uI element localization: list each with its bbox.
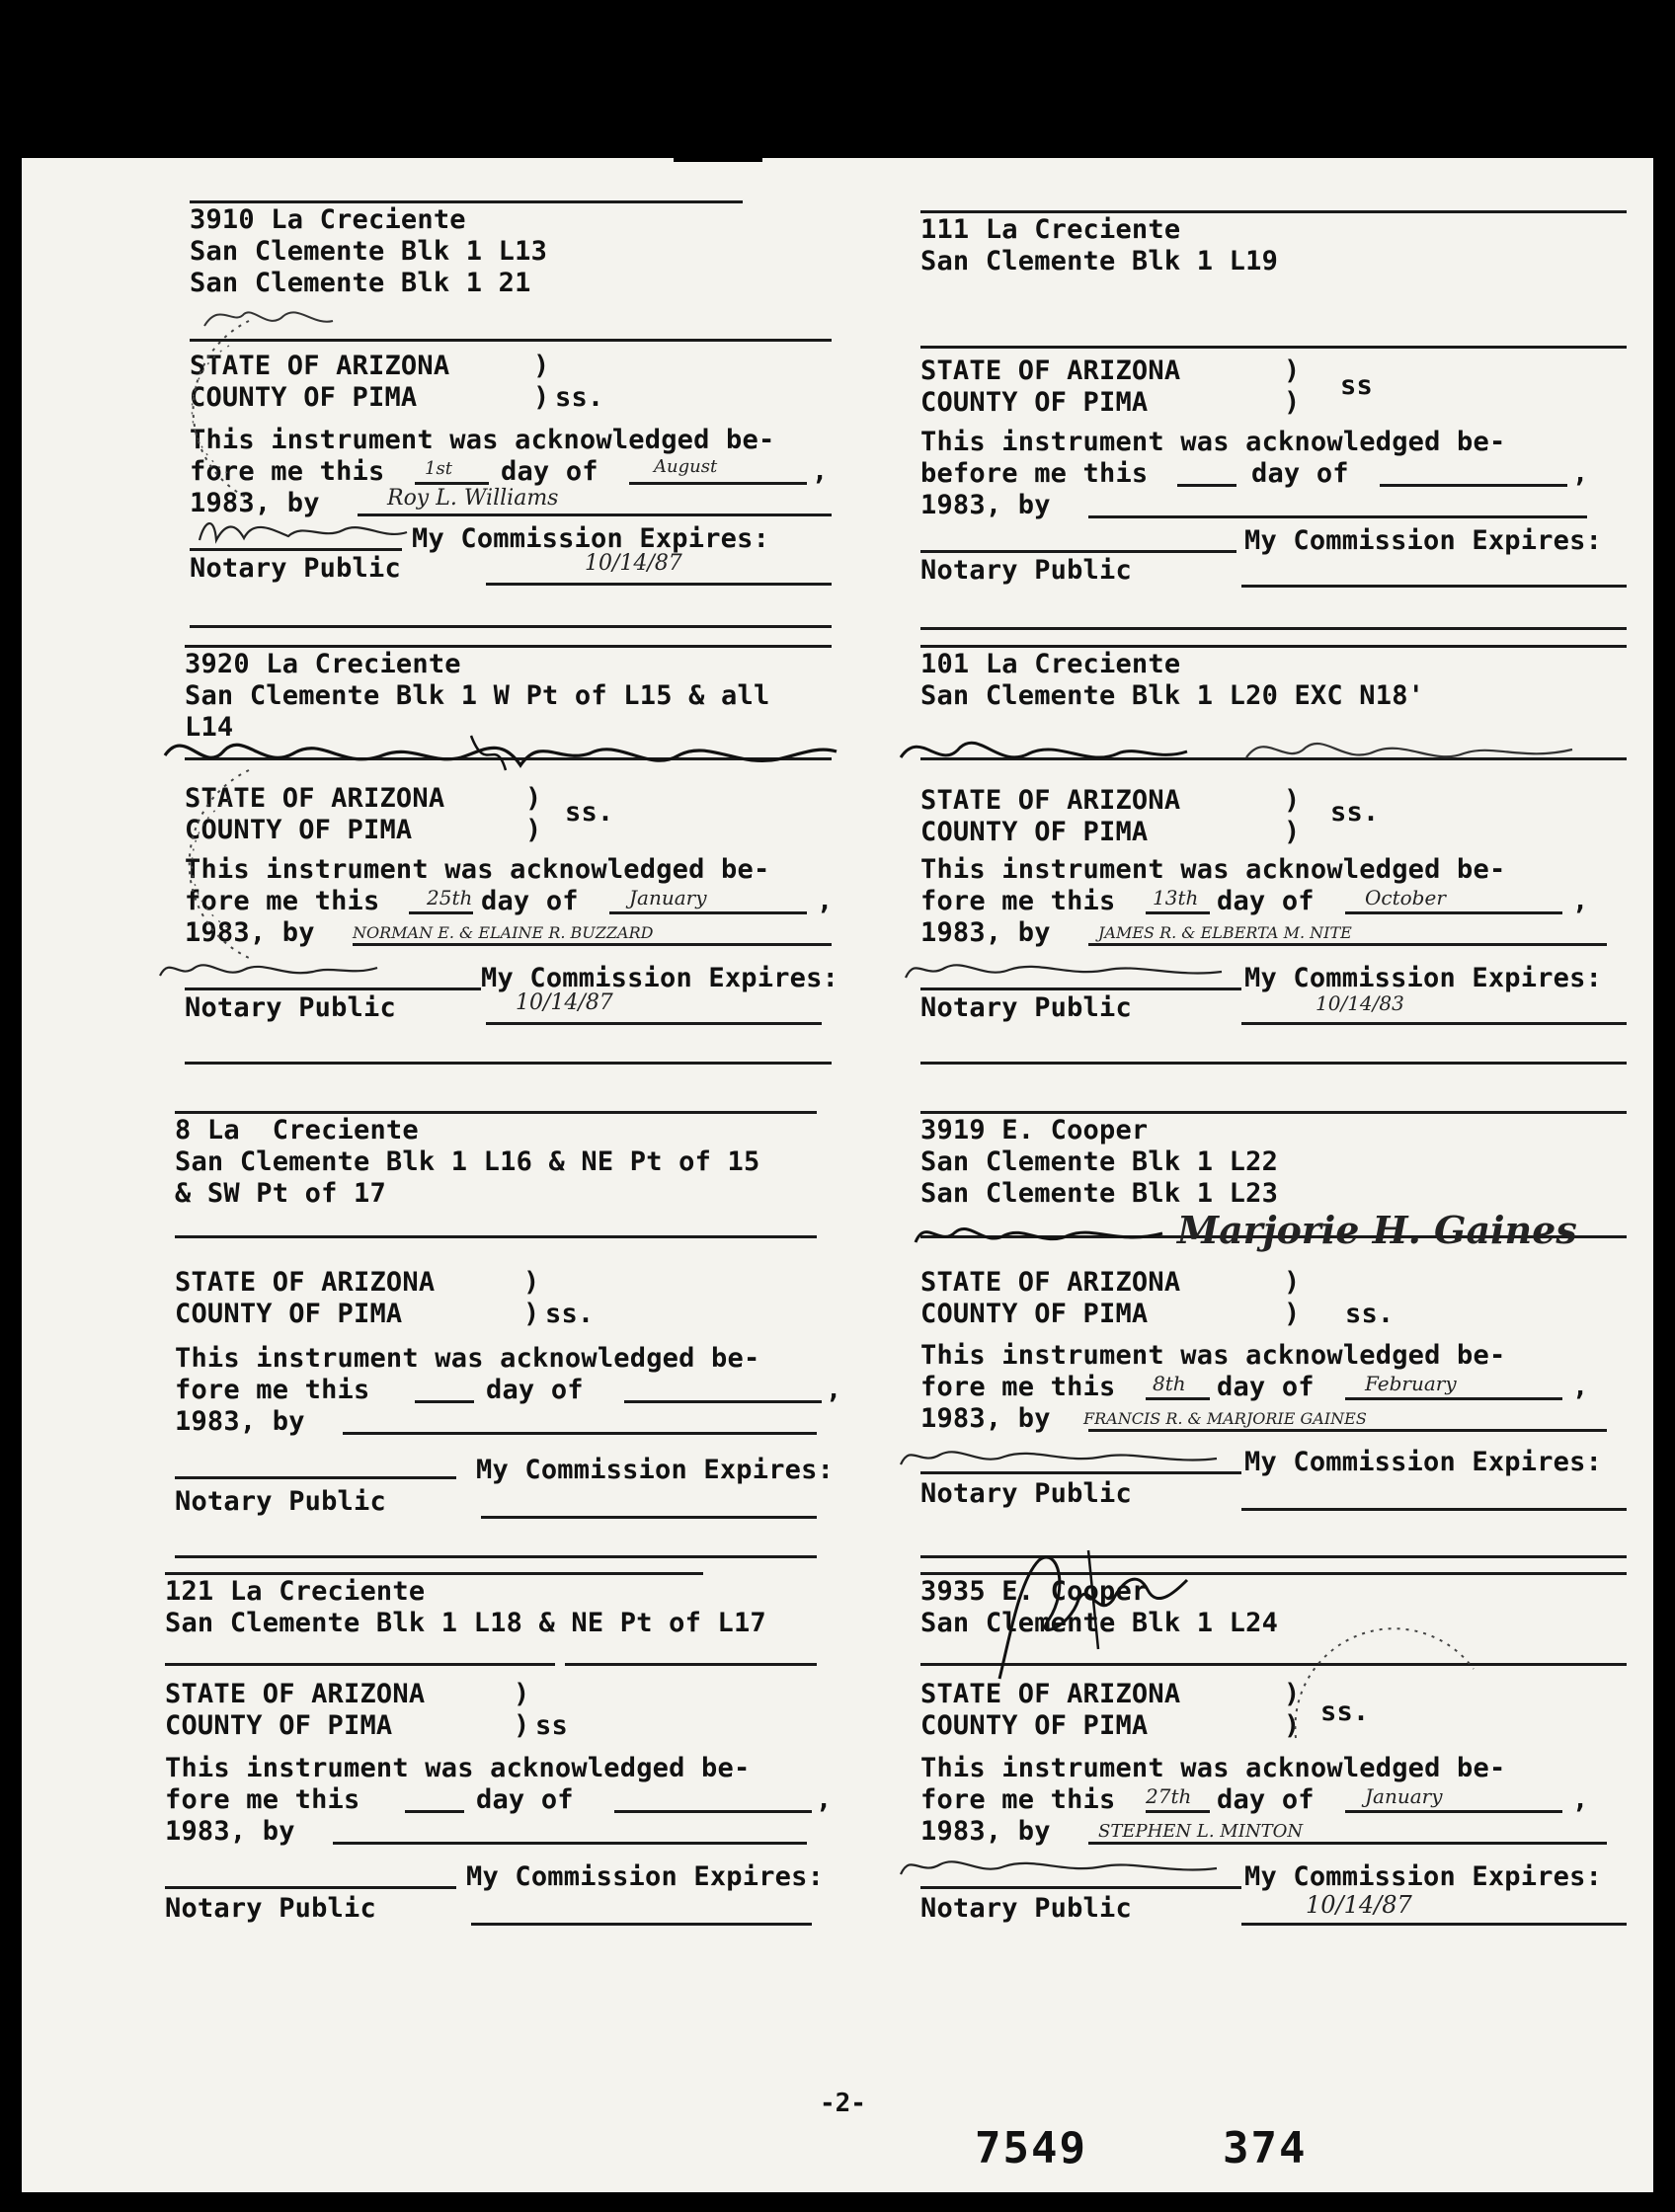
state-label: STATE OF ARIZONA xyxy=(175,1267,436,1298)
ack-line-2b: day of xyxy=(1217,1784,1315,1815)
notary-label: Notary Public xyxy=(165,1893,376,1924)
state-label: STATE OF ARIZONA xyxy=(920,1679,1181,1709)
address-line: L14 xyxy=(185,712,234,743)
ack-line-2a: fore me this xyxy=(175,1375,370,1405)
address-line: San Clemente Blk 1 L13 xyxy=(190,236,548,267)
ack-line-3: 1983, by xyxy=(175,1406,305,1437)
ack-line-3: 1983, by xyxy=(920,1403,1051,1434)
county-label: COUNTY OF PIMA xyxy=(920,1710,1149,1741)
state-label: STATE OF ARIZONA xyxy=(920,1267,1181,1298)
section-2: 111 La Creciente San Clemente Blk 1 L19 STATE OF ARIZONA ) COUNTY OF PIMA ) ss This instrument was acknowledged be- before me this day of , 1983, by My Commission Expires: Notary Public xyxy=(891,193,1622,667)
county-label: COUNTY OF PIMA xyxy=(165,1710,393,1741)
handwritten-month: February xyxy=(1365,1372,1457,1395)
state-label: STATE OF ARIZONA xyxy=(920,785,1181,816)
notary-label: Notary Public xyxy=(920,1893,1132,1924)
handwritten-month: October xyxy=(1365,886,1446,909)
state-label: STATE OF ARIZONA xyxy=(190,351,450,381)
ss-label: ss. xyxy=(1345,1299,1395,1329)
notary-label: Notary Public xyxy=(920,555,1132,586)
address-line: 3910 La Creciente xyxy=(190,204,466,235)
section-7: 121 La Creciente San Clemente Blk 1 L18 & NE Pt of L17 STATE OF ARIZONA ) COUNTY OF PIMA ) ss This instrument was acknowledged be- fore me this day of , 1983, by My Commission Expires: Notary Public xyxy=(140,1560,871,2034)
ack-line-1: This instrument was acknowledged be- xyxy=(920,427,1506,457)
section-3: 3920 La Creciente San Clemente Blk 1 W Pt of L15 & all L14 STATE OF ARIZONA ) COUNTY OF PIMA ) ss. This instrument was acknowledged be- fore me this day of , 1983, by My Commission Expires: Notary Public 25th January NORMAN E. & ELAINE R. BUZZARD 10/14/87 xyxy=(160,627,891,1101)
ss-label: ss. xyxy=(545,1299,595,1329)
ack-line-1: This instrument was acknowledged be- xyxy=(165,1753,751,1783)
commission-label: My Commission Expires: xyxy=(1244,1447,1603,1477)
handwritten-day: 1st xyxy=(425,458,452,479)
address-line: San Clemente Blk 1 L24 xyxy=(920,1608,1279,1638)
docket-number: 7549 xyxy=(975,2123,1087,2173)
ss-label: ss. xyxy=(1320,1697,1370,1727)
notary-label: Notary Public xyxy=(920,1478,1132,1509)
notary-seal-icon xyxy=(101,301,279,518)
handwritten-day: 25th xyxy=(427,886,473,909)
handwritten-expiration: 10/14/87 xyxy=(1306,1891,1412,1919)
notary-label: Notary Public xyxy=(190,553,401,584)
county-label: COUNTY OF PIMA xyxy=(185,815,413,845)
ack-line-3: 1983, by xyxy=(185,917,315,948)
ss-label: ss. xyxy=(1330,797,1380,828)
ack-line-1: This instrument was acknowledged be- xyxy=(175,1343,760,1374)
ack-line-1: This instrument was acknowledged be- xyxy=(920,1753,1506,1783)
ack-line-2b: day of xyxy=(481,886,579,916)
notary-label: Notary Public xyxy=(175,1486,386,1517)
ack-line-3: 1983, by xyxy=(165,1816,295,1847)
address-line: San Clemente Blk 1 L22 xyxy=(920,1146,1279,1177)
recording-number xyxy=(975,2123,1307,2173)
ack-line-2a: before me this xyxy=(920,458,1149,489)
commission-label: My Commission Expires: xyxy=(1244,963,1603,993)
page-reference: 374 xyxy=(1222,2123,1308,2173)
ack-line-3: 1983, by xyxy=(190,488,320,518)
section-8: 3935 E. Cooper San Clemente Blk 1 L24 STATE OF ARIZONA ) COUNTY OF PIMA ) ss. This instrument was acknowledged be- fore me this day of , 1983, by My Commission Expires: Notary Public 27th January STEPHEN L. MINTON 10/14/87 xyxy=(891,1560,1622,2034)
signature-icon xyxy=(911,1208,1167,1257)
handwritten-signature: Marjorie H. Gaines xyxy=(1177,1208,1577,1252)
handwritten-name: STEPHEN L. MINTON xyxy=(1098,1821,1304,1842)
document-page xyxy=(22,158,1653,2192)
ack-line-2b: day of xyxy=(476,1784,574,1815)
address-line: San Clemente Blk 1 L18 & NE Pt of L17 xyxy=(165,1608,766,1638)
ack-line-2b: day of xyxy=(1251,458,1349,489)
address-line: San Clemente Blk 1 L20 EXC N18' xyxy=(920,680,1425,711)
handwritten-month: January xyxy=(1365,1784,1443,1808)
ack-line-2b: day of xyxy=(501,456,598,487)
ack-line-2b: day of xyxy=(1217,886,1315,916)
signature-icon xyxy=(891,718,1602,787)
address-line: 3919 E. Cooper xyxy=(920,1115,1149,1146)
ack-line-1: This instrument was acknowledged be- xyxy=(920,1340,1506,1371)
state-label: STATE OF ARIZONA xyxy=(920,356,1181,386)
ack-line-1: This instrument was acknowledged be- xyxy=(920,854,1506,885)
ack-line-2b: day of xyxy=(1217,1372,1315,1402)
signature-icon xyxy=(896,1435,1222,1474)
ack-line-3: 1983, by xyxy=(920,1816,1051,1847)
commission-label: My Commission Expires: xyxy=(476,1455,835,1485)
ack-line-2a: fore me this xyxy=(190,456,385,487)
section-4: 101 La Creciente San Clemente Blk 1 L20 EXC N18' STATE OF ARIZONA ) COUNTY OF PIMA ) ss. This instrument was acknowledged be- fore me this day of , 1983, by My Commission Expires: Notary Public 13th October JAMES R. & ELBERTA M. NITE 10/14/83 xyxy=(891,627,1622,1101)
section-5: 8 La Creciente San Clemente Blk 1 L16 & NE Pt of 15 & SW Pt of 17 STATE OF ARIZONA ) COUNTY OF PIMA ) ss. This instrument was acknowledged be- fore me this day of , 1983, by My Commission Expires: Notary Public xyxy=(150,1101,881,1575)
ack-line-1: This instrument was acknowledged be- xyxy=(190,425,775,455)
county-label: COUNTY OF PIMA xyxy=(175,1299,403,1329)
notary-label: Notary Public xyxy=(185,992,396,1023)
signature-icon xyxy=(896,1845,1222,1884)
address-line: & SW Pt of 17 xyxy=(175,1178,386,1209)
section-6: 3919 E. Cooper San Clemente Blk 1 L22 San Clemente Blk 1 L23 STATE OF ARIZONA ) COUNTY OF PIMA ) ss. This instrument was acknowledged be- fore me this day of , 1983, by My Commission Expires: Notary Public 8th February FRANCIS R. & MARJORIE GAINES Marjorie H. Gaines xyxy=(891,1101,1622,1575)
commission-label: My Commission Expires: xyxy=(481,963,839,993)
address-line: 3920 La Creciente xyxy=(185,649,461,679)
address-line: San Clemente Blk 1 W Pt of L15 & all xyxy=(185,680,770,711)
handwritten-name: Roy L. Williams xyxy=(387,486,559,511)
handwritten-expiration: 10/14/83 xyxy=(1316,991,1404,1015)
ack-line-1: This instrument was acknowledged be- xyxy=(185,854,770,885)
notary-seal-icon xyxy=(1286,1629,1483,1748)
commission-label: My Commission Expires: xyxy=(466,1861,825,1892)
ss-label: ss. xyxy=(555,382,604,413)
address-line: San Clemente Blk 1 L16 & NE Pt of 15 xyxy=(175,1146,760,1177)
handwritten-name: FRANCIS R. & MARJORIE GAINES xyxy=(1083,1409,1367,1428)
address-line: San Clemente Blk 1 L23 xyxy=(920,1178,1279,1209)
ss-label: ss xyxy=(1340,370,1373,401)
address-line: 111 La Creciente xyxy=(920,214,1181,245)
state-label: STATE OF ARIZONA xyxy=(165,1679,426,1709)
handwritten-day: 13th xyxy=(1153,886,1199,909)
state-label: STATE OF ARIZONA xyxy=(185,783,445,814)
handwritten-expiration: 10/14/87 xyxy=(516,990,613,1015)
ack-line-2b: day of xyxy=(486,1375,584,1405)
notary-seal-icon xyxy=(91,755,269,973)
ack-line-2a: fore me this xyxy=(920,886,1116,916)
section-1: 3910 La Creciente San Clemente Blk 1 L13 San Clemente Blk 1 21 STATE OF ARIZONA ) COUNTY OF PIMA ) ss. This instrument was acknowledged be- fore me this day of , 1983, by My Commission Expires: Notary Public 1st August Roy L. Williams 10/14/87 xyxy=(160,193,891,667)
signature-icon xyxy=(901,948,1227,988)
handwritten-name: JAMES R. & ELBERTA M. NITE xyxy=(1098,923,1352,942)
ack-line-3: 1983, by xyxy=(920,490,1051,520)
handwritten-day: 8th xyxy=(1153,1372,1186,1395)
ss-label: ss. xyxy=(565,797,614,828)
county-label: COUNTY OF PIMA xyxy=(920,387,1149,418)
handwritten-month: January xyxy=(629,886,707,909)
handwritten-month: August xyxy=(654,456,718,477)
ss-label: ss xyxy=(535,1710,568,1741)
address-line: San Clemente Blk 1 L19 xyxy=(920,246,1279,276)
county-label: COUNTY OF PIMA xyxy=(190,382,418,413)
ack-line-2a: fore me this xyxy=(165,1784,360,1815)
county-label: COUNTY OF PIMA xyxy=(920,1299,1149,1329)
handwritten-name: NORMAN E. & ELAINE R. BUZZARD xyxy=(353,923,654,942)
ack-line-2a: fore me this xyxy=(185,886,380,916)
scan-artifact-icon xyxy=(674,158,762,172)
handwritten-expiration: 10/14/87 xyxy=(585,551,682,576)
commission-label: My Commission Expires: xyxy=(412,523,770,554)
address-line: San Clemente Blk 1 21 xyxy=(190,268,531,298)
county-label: COUNTY OF PIMA xyxy=(920,817,1149,847)
commission-label: My Commission Expires: xyxy=(1244,1861,1603,1892)
handwritten-day: 27th xyxy=(1146,1784,1192,1808)
notary-label: Notary Public xyxy=(920,992,1132,1023)
address-line: 101 La Creciente xyxy=(920,649,1181,679)
ack-line-3: 1983, by xyxy=(920,917,1051,948)
page-number: -2- xyxy=(820,2089,866,2118)
signature-icon xyxy=(940,1540,1197,1689)
commission-label: My Commission Expires: xyxy=(1244,525,1603,556)
address-line: 8 La Creciente xyxy=(175,1115,419,1146)
ack-line-2a: fore me this xyxy=(920,1372,1116,1402)
address-line: 121 La Creciente xyxy=(165,1576,426,1607)
address-line: 3935 E. Cooper xyxy=(920,1576,1149,1607)
ack-line-2a: fore me this xyxy=(920,1784,1116,1815)
